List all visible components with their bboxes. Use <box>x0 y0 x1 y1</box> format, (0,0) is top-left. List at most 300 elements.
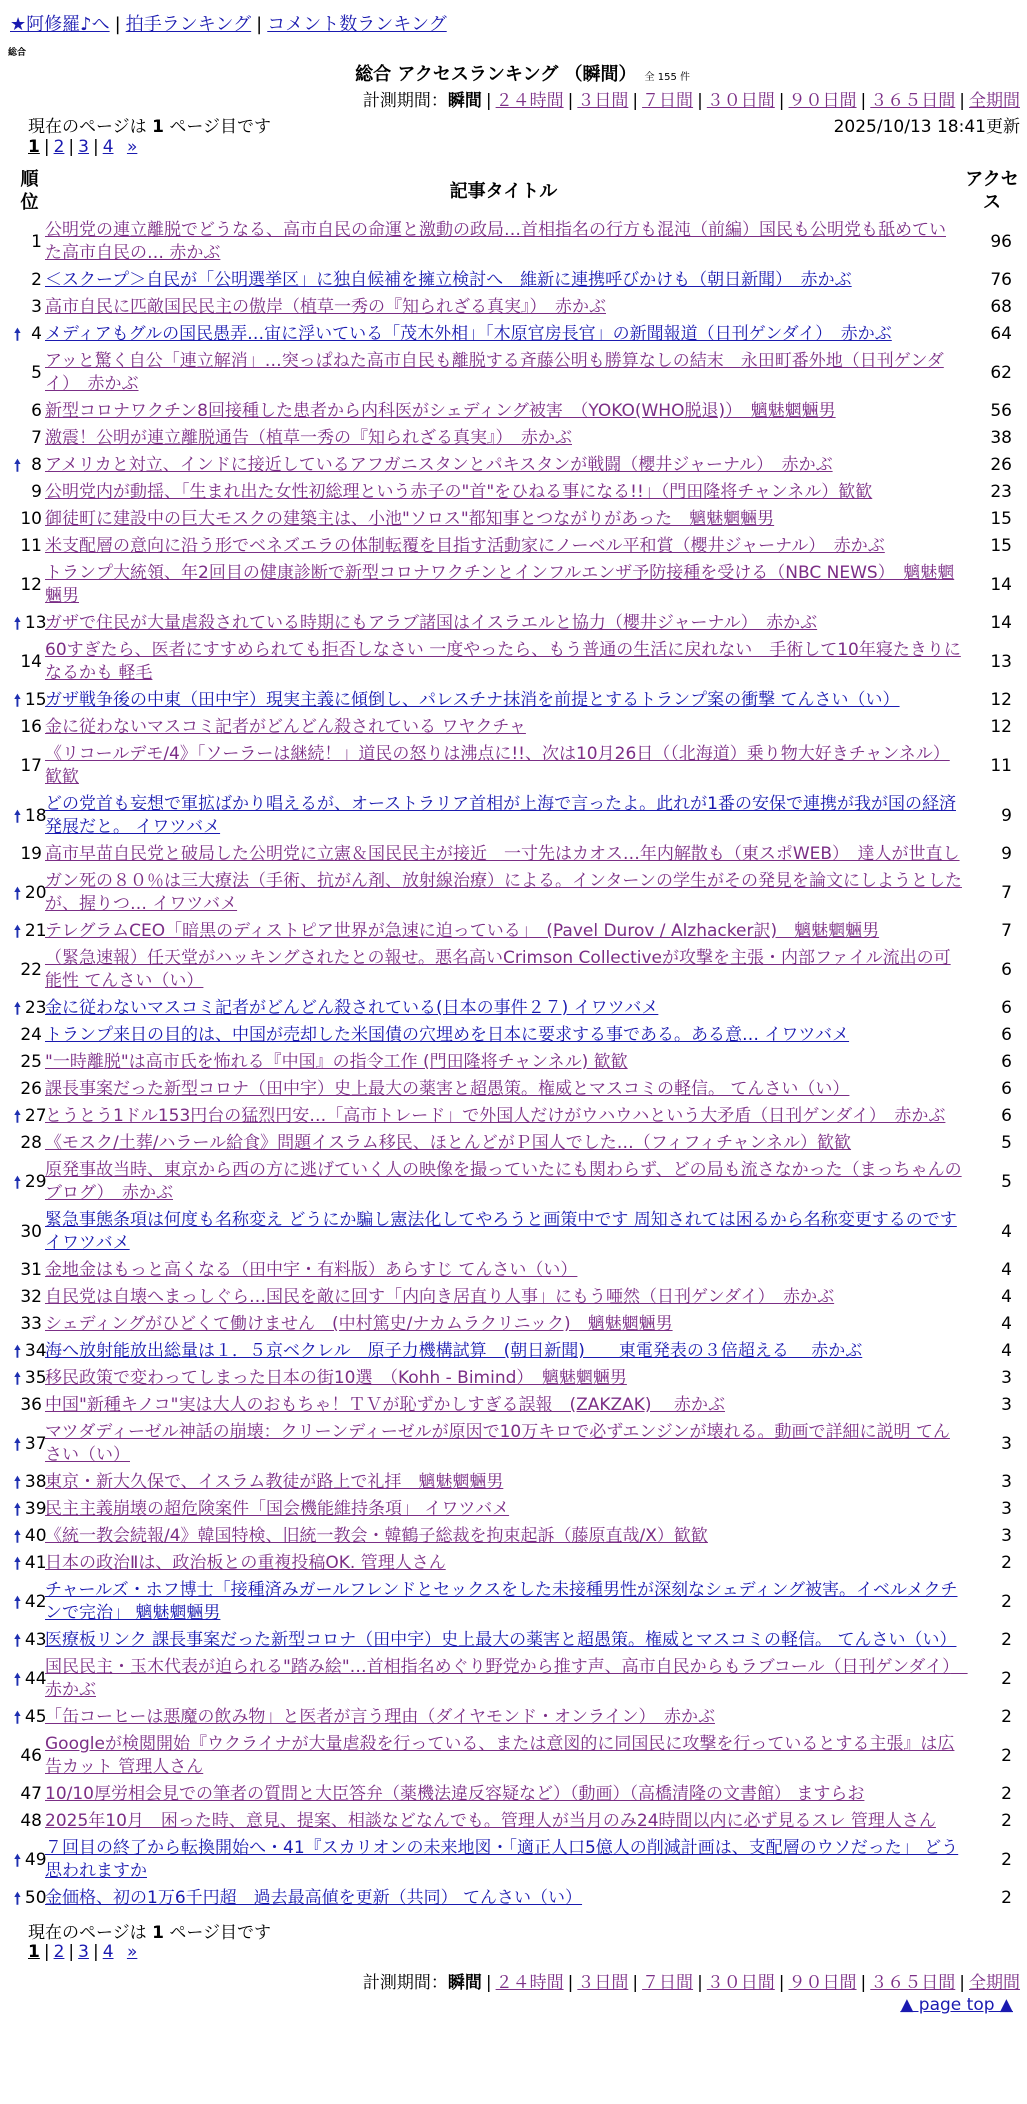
title-cell <box>45 560 962 610</box>
period-separator: | <box>778 91 785 111</box>
page-title-text: 総合 アクセスランキング （瞬間） <box>355 64 637 85</box>
article-link[interactable]: 日本の政治Ⅱは、政治板との重複投稿OK. 管理人さん <box>45 1553 446 1573</box>
pager-top <box>28 137 137 157</box>
period-current: 瞬間 <box>447 1973 482 1993</box>
period-separator: | <box>778 1973 785 1993</box>
rank-cell <box>14 1704 45 1731</box>
article-link[interactable]: 医療板リンク 課長事案だった新型コロナ（田中宇）史上最大の薬害と超愚策。権威とマスコミの軽信。 てんさい（い） <box>45 1630 957 1650</box>
period-separator: | <box>860 1973 867 1993</box>
up-arrow-icon: 🠕 <box>14 1889 21 1908</box>
table-row <box>14 841 1022 868</box>
rank-cell <box>14 533 45 560</box>
pager-link[interactable]: 4 <box>102 1942 114 1962</box>
table-row <box>14 348 1022 398</box>
article-link[interactable]: 金に従わないマスコミ記者がどんどん殺されている ワヤクチャ <box>45 717 526 737</box>
title-cell <box>45 1207 962 1257</box>
pager-separator: | <box>43 137 50 157</box>
access-count: 3 <box>1001 1368 1012 1388</box>
pager-separator: | <box>92 137 99 157</box>
nav-separator: | <box>256 14 263 35</box>
table-row <box>14 1654 1022 1704</box>
access-count: 2 <box>1001 1591 1012 1612</box>
article-link[interactable]: 国民民主・玉木代表が迫られる"踏み絵"…首相指名めぐり野党から推す声、高市自民からもラブコール（日刊ゲンダイ） 赤かぶ <box>45 1657 968 1700</box>
up-arrow-icon: 🠕 <box>14 922 21 941</box>
article-link[interactable]: 高市早苗自民党と破局した公明党に立憲＆国民民主が接近 一寸先はカオス…年内解散も（東スポWEB） 達人が世直し <box>45 844 960 864</box>
rank-cell <box>14 687 45 714</box>
pager-link[interactable]: 2 <box>53 1942 65 1962</box>
pager-link[interactable]: 3 <box>78 1942 89 1962</box>
access-count: 38 <box>990 428 1012 448</box>
article-link[interactable]: Googleが検閲開始『ウクライナが大量虐殺を行っている、または意図的に同国民に攻撃を行っているとする主張』は広告カット 管理人さん <box>45 1734 955 1777</box>
title-cell <box>45 348 962 398</box>
rank-number: 12 <box>20 574 42 595</box>
access-count: 2 <box>1001 1784 1012 1804</box>
up-arrow-icon: 🠕 <box>14 325 21 344</box>
article-link[interactable]: 東京・新大久保で、イスラム教徒が路上で礼拝 魑魅魍魎男 <box>45 1472 504 1492</box>
rank-cell <box>14 945 45 995</box>
table-row <box>14 687 1022 714</box>
page-info-suffix: ページ目です <box>169 117 271 137</box>
period-link[interactable]: ７日間 <box>642 91 694 111</box>
article-link[interactable]: 60すぎたら、医者にすすめられても拒否しなさい 一度やったら、もう普通の生活に戻れない 手術して10年寝たきりになるかも 軽毛 <box>45 640 961 683</box>
access-count: 2 <box>1001 1630 1012 1650</box>
pager-next-link[interactable]: » <box>126 137 138 157</box>
access-count: 4 <box>1001 1260 1012 1280</box>
page-info-number: 1 <box>152 117 164 137</box>
pager-bottom <box>28 1942 137 1962</box>
up-arrow-icon: 🠕 <box>14 614 21 633</box>
article-link[interactable]: ＜スクープ＞自民が「公明選挙区」に独自候補を擁立検討へ 維新に連携呼びかけも（朝日新聞） 赤かぶ <box>45 270 852 290</box>
access-count: 4 <box>1001 1287 1012 1307</box>
access-count: 6 <box>1001 959 1012 980</box>
period-separator: | <box>632 91 639 111</box>
pager-separator <box>118 137 123 157</box>
rank-cell <box>14 1627 45 1654</box>
rank-cell <box>14 1284 45 1311</box>
rank-number: 47 <box>20 1784 42 1804</box>
rank-number: 27 <box>24 1106 47 1126</box>
article-link[interactable]: "一時離脱"は高市氏を怖れる『中国』の指令工作 (門田隆将チャンネル) 歓歓 <box>45 1052 628 1072</box>
title-cell <box>45 1781 962 1808</box>
table-row <box>14 533 1022 560</box>
rank-cell <box>14 1022 45 1049</box>
access-count: 2 <box>1001 1668 1012 1689</box>
access-count: 15 <box>990 509 1012 529</box>
top-nav <box>10 10 447 36</box>
period-link[interactable]: ３日間 <box>577 1973 629 1993</box>
access-count: 9 <box>1001 805 1012 826</box>
article-link[interactable]: 金に従わないマスコミ記者がどんどん殺されている(日本の事件２７) イワツバメ <box>45 998 659 1018</box>
col-rank-header: 順位 <box>20 169 39 213</box>
pager-separator <box>118 1942 123 1962</box>
table-row <box>14 452 1022 479</box>
rank-cell <box>14 267 45 294</box>
rank-number: 2 <box>31 270 42 290</box>
table-row <box>14 1049 1022 1076</box>
article-link[interactable]: ７回目の終了から転換開始へ・41『スカリオンの未来地図・「適正人口5億人の削減計画は、支配層のウソだった」 どう思われますか <box>45 1838 959 1881</box>
access-count: 5 <box>1001 1171 1012 1192</box>
rank-number: 17 <box>20 755 42 776</box>
title-cell <box>45 398 962 425</box>
article-link[interactable]: 原発事故当時、東京から西の方に逃げていく人の映像を撮っていたにも関わらず、どの局も流さなかった（まっちゃんのブログ） 赤かぶ <box>45 1160 962 1203</box>
article-link[interactable]: 2025年10月 困った時、意見、提案、相談などなんでも。管理人が当月のみ24時間以内に必ず見るスレ 管理人さん <box>45 1811 936 1831</box>
up-arrow-icon: 🠕 <box>14 1369 21 1388</box>
table-row <box>14 1157 1022 1207</box>
article-link[interactable]: 御徒町に建設中の巨大モスクの建築主は、小池"ソロス"都知事とつながりがあった 魑魅魍魎男 <box>45 509 775 529</box>
home-link[interactable]: ★阿修羅♪へ <box>10 14 110 35</box>
rank-cell <box>14 1103 45 1130</box>
article-link[interactable]: ガザで住民が大量虐殺されている時期にもアラブ諸国はイスラエルと協力（櫻井ジャーナル） 赤かぶ <box>45 613 818 633</box>
rank-number: 26 <box>20 1079 42 1099</box>
table-row <box>14 398 1022 425</box>
article-link[interactable]: 海へ放射能放出総量は１．５京ベクレル 原子力機構試算 (朝日新聞) 東電発表の３倍超える 赤かぶ <box>45 1341 863 1361</box>
article-link[interactable]: ガザ戦争後の中東（田中宇）現実主義に傾倒し、パレスチナ抹消を前提とするトランプ案の衝撃 てんさい（い） <box>45 690 900 710</box>
period-link[interactable]: ３０日間 <box>706 91 775 111</box>
table-row <box>14 791 1022 841</box>
up-arrow-icon: 🠕 <box>14 1631 21 1650</box>
period-link[interactable]: ３６５日間 <box>870 91 956 111</box>
rank-cell <box>14 1496 45 1523</box>
table-row <box>14 1311 1022 1338</box>
article-link[interactable]: （緊急速報）任天堂がハッキングされたとの報せ。悪名高いCrimson Collectiveが攻撃を主張・内部ファイル流出の可能性 てんさい（い） <box>45 948 951 991</box>
article-link[interactable]: トランプ来日の目的は、中国が売却した米国債の穴埋めを日本に要求する事である。ある意… イワツバメ <box>45 1025 850 1045</box>
ranking-table <box>14 165 1022 1912</box>
access-count: 68 <box>990 297 1012 317</box>
rank-cell <box>14 1338 45 1365</box>
rank-cell <box>14 1808 45 1835</box>
rank-cell <box>14 610 45 637</box>
title-cell <box>45 1392 962 1419</box>
article-link[interactable]: 高市自民に匹敵国民民主の傲岸（植草一秀の『知られざる真実』） 赤かぶ <box>45 297 606 317</box>
title-cell <box>45 506 962 533</box>
up-arrow-icon: 🠕 <box>14 1527 21 1546</box>
rank-number: 19 <box>20 844 42 864</box>
rank-number: 21 <box>24 921 47 941</box>
article-link[interactable]: とうとう1ドル153円台の猛烈円安…「高市トレード」で外国人だけがウハウハという大矛盾（日刊ゲンダイ） 赤かぶ <box>45 1106 946 1126</box>
rank-cell <box>14 425 45 452</box>
article-link[interactable]: 公明党の連立離脱でどうなる、高市自民の命運と激動の政局…首相指名の行方も混沌（前編）国民も公明党も舐めていた高市自民の… 赤かぶ <box>45 220 946 263</box>
rank-number: 41 <box>24 1553 47 1573</box>
table-row <box>14 1103 1022 1130</box>
access-count: 26 <box>990 455 1012 475</box>
title-cell <box>45 1577 962 1627</box>
rank-cell <box>14 1523 45 1550</box>
rank-cell <box>14 1731 45 1781</box>
pager-link[interactable]: 3 <box>78 137 89 157</box>
table-row <box>14 479 1022 506</box>
ranking-body <box>14 217 1022 1912</box>
access-count: 2 <box>1001 1849 1012 1870</box>
period-link[interactable]: ３６５日間 <box>870 1973 956 1993</box>
rank-number: 5 <box>31 362 42 383</box>
title-cell <box>45 1469 962 1496</box>
period-separator: | <box>959 1973 965 1993</box>
period-separator: | <box>697 91 703 111</box>
title-cell <box>45 479 962 506</box>
rank-number: 28 <box>20 1133 42 1153</box>
title-cell <box>45 714 962 741</box>
table-row <box>14 321 1022 348</box>
period-link[interactable]: 全期間 <box>969 91 1020 111</box>
article-link[interactable]: 公明党内が動揺、「生まれ出た女性初総理という赤子の"首"をひねる事になる!!」（門田隆将チャンネル）歓歓 <box>45 482 873 502</box>
access-count: 5 <box>1001 1133 1012 1153</box>
article-link[interactable]: 金価格、初の1万6千円超 過去最高値を更新（共同） てんさい（い） <box>45 1888 583 1908</box>
rank-number: 37 <box>24 1433 47 1454</box>
title-cell <box>45 1130 962 1157</box>
title-cell <box>45 1835 962 1885</box>
clap-ranking-link[interactable]: 拍手ランキング <box>125 14 252 35</box>
access-count: 2 <box>1001 1888 1012 1908</box>
up-arrow-icon: 🠕 <box>14 456 21 475</box>
rank-cell <box>14 1469 45 1496</box>
rank-cell <box>14 1835 45 1885</box>
period-separator: | <box>959 91 965 111</box>
period-selector-top <box>363 86 1020 111</box>
updated-timestamp: 2025/10/13 18:41更新 <box>833 117 1020 137</box>
period-link[interactable]: ２４時間 <box>495 1973 564 1993</box>
rank-cell <box>14 1257 45 1284</box>
access-count: 11 <box>990 755 1012 776</box>
rank-number: 29 <box>24 1171 47 1192</box>
access-count: 76 <box>990 270 1012 290</box>
period-link[interactable]: ３０日間 <box>706 1973 775 1993</box>
article-link[interactable]: 《モスク/土葬/ハラール給食》問題イスラム移民、ほとんどがＰ国人でした…（フィフィチャンネル）歓歓 <box>45 1133 852 1153</box>
up-arrow-icon: 🠕 <box>14 806 21 826</box>
pager-next-link[interactable]: » <box>126 1942 138 1962</box>
up-arrow-icon: 🠕 <box>14 1342 21 1361</box>
access-count: 4 <box>1001 1221 1012 1242</box>
article-link[interactable]: 課長事案だった新型コロナ（田中宇）史上最大の薬害と超愚策。権威とマスコミの軽信。 てんさい（い） <box>45 1079 850 1099</box>
article-link[interactable]: 《リコールデモ/4》「ソーラーは継続！」道民の怒りは沸点に!!、次は10月26日（（北海道）乗り物大好きチャンネル）歓歓 <box>45 744 950 787</box>
rank-cell <box>14 1550 45 1577</box>
up-arrow-icon: 🠕 <box>14 1500 21 1519</box>
article-link[interactable]: マツダディーゼル神話の崩壊：クリーンディーゼルが原因で10万キロで必ずエンジンが壊れる。動画で詳細に説明 てんさい（い） <box>45 1422 950 1465</box>
title-cell <box>45 1523 962 1550</box>
table-row <box>14 1781 1022 1808</box>
article-link[interactable]: 緊急事態条項は何度も名称変え どうにか騙し憲法化してやろうと画策中です 周知されては困るから名称変更するのです イワツバメ <box>45 1210 957 1253</box>
article-link[interactable]: 移民政策で変わってしまった日本の街10選 （Kohh - Bimind） 魑魅魍魎男 <box>45 1368 627 1388</box>
article-link[interactable]: トランプ大統領、年2回目の健康診断で新型コロナワクチンとインフルエンザ予防接種を受ける（NBC NEWS） 魑魅魍魎男 <box>45 563 955 606</box>
title-cell <box>45 1022 962 1049</box>
pager-current: 1 <box>28 137 40 157</box>
rank-number: 42 <box>24 1591 47 1612</box>
article-link[interactable]: テレグラムCEO「暗黒のディストピア世界が急速に迫っている」 (Pavel Durov / Alzhacker訳) 魑魅魍魎男 <box>45 921 880 941</box>
rank-number: 36 <box>20 1395 42 1415</box>
article-link[interactable]: ガン死の８０％は三大療法（手術、抗がん剤、放射線治療）による。インターンの学生がその発見を論文にしようとしたが、握りつ… イワツバメ <box>45 871 962 914</box>
up-arrow-icon: 🠕 <box>14 1850 21 1870</box>
rank-cell <box>14 1781 45 1808</box>
rank-number: 7 <box>31 428 42 448</box>
table-row <box>14 868 1022 918</box>
rank-number: 25 <box>20 1052 42 1072</box>
rank-number: 44 <box>24 1668 47 1689</box>
rank-number: 45 <box>24 1707 47 1727</box>
rank-cell <box>14 1419 45 1469</box>
rank-cell <box>14 560 45 610</box>
article-link[interactable]: 《統一教会続報/4》韓国特検、旧統一教会・韓鶴子総裁を拘束起訴（藤原直哉/X）歓歓 <box>45 1526 708 1546</box>
table-row <box>14 1392 1022 1419</box>
pager-separator: | <box>43 1942 50 1962</box>
article-link[interactable]: 「缶コーヒーは悪魔の飲み物」と医者が言う理由（ダイヤモンド・オンライン） 赤かぶ <box>45 1707 715 1727</box>
up-arrow-icon: 🠕 <box>14 1172 21 1192</box>
rank-cell <box>14 398 45 425</box>
title-cell <box>45 1550 962 1577</box>
title-cell <box>45 294 962 321</box>
category-small-label: 総合 <box>8 48 27 58</box>
article-link[interactable]: アメリカと対立、インドに接近しているアフガニスタンとパキスタンが戦闘（櫻井ジャーナル） 赤かぶ <box>45 455 833 475</box>
rank-cell <box>14 1049 45 1076</box>
up-arrow-icon: 🠕 <box>14 1592 21 1612</box>
pager-link[interactable]: 2 <box>53 137 65 157</box>
rank-cell <box>14 1885 45 1912</box>
title-cell <box>45 1808 962 1835</box>
rank-number: 38 <box>24 1472 47 1492</box>
period-link[interactable]: ２４時間 <box>495 91 564 111</box>
page-info-number: 1 <box>152 1923 164 1943</box>
access-count: 12 <box>990 690 1012 710</box>
access-count: 6 <box>1001 1052 1012 1072</box>
rank-number: 9 <box>31 482 42 502</box>
access-count: 3 <box>1001 1499 1012 1519</box>
access-count: 96 <box>990 231 1012 252</box>
article-link[interactable]: 中国"新種キノコ"実は大人のおもちゃ！ＴＶが恥ずかしすぎる誤報 (ZAKZAK) 赤かぶ <box>45 1395 725 1415</box>
title-cell <box>45 637 962 687</box>
period-link[interactable]: ７日間 <box>642 1973 694 1993</box>
table-row <box>14 1835 1022 1885</box>
article-link[interactable]: チャールズ・ホフ博士「接種済みガールフレンドとセックスをした未接種男性が深刻なシェディング被害。イベルメクチンで完治」 魑魅魍魎男 <box>45 1580 958 1623</box>
rank-number: 40 <box>24 1526 47 1546</box>
access-count: 6 <box>1001 998 1012 1018</box>
rank-number: 13 <box>24 613 47 633</box>
title-cell <box>45 1704 962 1731</box>
page-info-prefix: 現在のページは <box>28 117 147 137</box>
access-count: 3 <box>1001 1433 1012 1454</box>
table-row <box>14 1365 1022 1392</box>
table-header-row <box>14 165 1022 217</box>
up-arrow-icon: 🠕 <box>14 1554 21 1573</box>
access-count: 6 <box>1001 1106 1012 1126</box>
article-link[interactable]: 10/10厚労相会見での筆者の質問と大臣答弁（薬機法違反容疑など）（動画）（高橋清隆の文書館） ますらお <box>45 1784 865 1804</box>
period-separator: | <box>632 1973 639 1993</box>
access-count: 6 <box>1001 1025 1012 1045</box>
rank-cell <box>14 348 45 398</box>
rank-cell <box>14 841 45 868</box>
title-cell <box>45 791 962 841</box>
access-count: 14 <box>990 613 1012 633</box>
article-link[interactable]: 激震！公明が連立離脱通告（植草一秀の『知られざる真実』） 赤かぶ <box>45 428 572 448</box>
rank-number: 10 <box>20 509 42 529</box>
article-link[interactable]: 新型コロナワクチン8回接種した患者から内科医がシェディング被害 （YOKO(WHO脱退)） 魑魅魍魎男 <box>45 401 836 421</box>
rank-number: 48 <box>20 1811 42 1831</box>
pager-separator: | <box>68 137 75 157</box>
period-separator: | <box>860 91 867 111</box>
access-count: 2 <box>1001 1707 1012 1727</box>
table-row <box>14 1284 1022 1311</box>
article-link[interactable]: 金地金はもっと高くなる（田中宇・有料版）あらすじ てんさい（い） <box>45 1260 578 1280</box>
access-count: 14 <box>990 574 1012 595</box>
pager-separator: | <box>68 1942 75 1962</box>
comment-ranking-link[interactable]: コメント数ランキング <box>267 14 447 35</box>
rank-cell <box>14 1392 45 1419</box>
pager-current: 1 <box>28 1942 40 1962</box>
rank-number: 8 <box>31 455 42 475</box>
title-cell <box>45 1365 962 1392</box>
table-row <box>14 294 1022 321</box>
pager-separator: | <box>92 1942 99 1962</box>
article-link[interactable]: アッと驚く自公「連立解消」…突っぱねた高市自民も離脱する斉藤公明も勝算なしの結末 永田町番外地（日刊ゲンダイ） 赤かぶ <box>45 351 944 394</box>
period-link[interactable]: 全期間 <box>969 1973 1020 1993</box>
table-row <box>14 918 1022 945</box>
col-access-header: アクセス <box>965 169 1019 213</box>
table-row <box>14 217 1022 267</box>
table-row <box>14 1523 1022 1550</box>
article-link[interactable]: どの党首も妄想で軍拡ばかり唱えるが、オーストラリア首相が上海で言ったよ。此れが1番の安保で連携が我が国の経済発展だと。 イワツバメ <box>45 794 956 837</box>
up-arrow-icon: 🠕 <box>14 1669 21 1689</box>
access-count: 3 <box>1001 1395 1012 1415</box>
title-cell <box>45 1496 962 1523</box>
rank-cell <box>14 714 45 741</box>
rank-number: 22 <box>20 959 42 980</box>
access-count: 64 <box>990 324 1012 344</box>
ranking-heading <box>0 60 1020 86</box>
access-count: 56 <box>990 401 1012 421</box>
article-link[interactable]: シェディングがひどくて働けません (中村篤史/ナカムラクリニック) 魑魅魍魎男 <box>45 1314 673 1334</box>
article-link[interactable]: 米支配層の意向に沿う形でベネズエラの体制転覆を目指す活動家にノーベル平和賞（櫻井ジャーナル） 赤かぶ <box>45 536 885 556</box>
page-info-bottom <box>28 1918 1020 1943</box>
rank-number: 46 <box>20 1745 42 1766</box>
article-link[interactable]: 民主主義崩壊の超危険案件「国会機能維持条項」 イワツバメ <box>45 1499 510 1519</box>
period-link[interactable]: ９０日間 <box>788 91 857 111</box>
article-link[interactable]: 自民党は自壊へまっしぐら…国民を敵に回す「内向き居直り人事」にもう唖然（日刊ゲンダイ） 赤かぶ <box>45 1287 835 1307</box>
table-row <box>14 995 1022 1022</box>
title-cell <box>45 610 962 637</box>
access-count: 13 <box>990 651 1012 672</box>
title-cell <box>45 1311 962 1338</box>
rank-number: 49 <box>24 1849 47 1870</box>
period-separator: | <box>567 91 574 111</box>
up-arrow-icon: 🠕 <box>14 1708 21 1727</box>
up-arrow-icon: 🠕 <box>14 1434 21 1454</box>
title-cell <box>45 1731 962 1781</box>
table-row <box>14 1627 1022 1654</box>
period-label: 計測期間： <box>362 91 448 111</box>
period-label: 計測期間： <box>362 1973 448 1993</box>
period-link[interactable]: ３日間 <box>577 91 629 111</box>
table-row <box>14 1076 1022 1103</box>
period-selector-bottom <box>363 1968 1020 1993</box>
title-cell <box>45 1257 962 1284</box>
access-count: 3 <box>1001 1526 1012 1546</box>
period-current: 瞬間 <box>447 91 482 111</box>
period-separator: | <box>697 1973 703 1993</box>
access-count: 7 <box>1001 882 1012 903</box>
article-link[interactable]: メディアもグルの国民愚弄…宙に浮いている「茂木外相」「木原官房長官」の新聞報道（日刊ゲンダイ） 赤かぶ <box>45 324 892 344</box>
rank-number: 18 <box>24 805 47 826</box>
rank-cell <box>14 868 45 918</box>
access-count: 2 <box>1001 1553 1012 1573</box>
page-top-link[interactable]: ▲ page top ▲ <box>900 1995 1013 2015</box>
rank-cell <box>14 1311 45 1338</box>
table-row <box>14 560 1022 610</box>
rank-cell <box>14 452 45 479</box>
period-link[interactable]: ９０日間 <box>788 1973 857 1993</box>
table-row <box>14 945 1022 995</box>
item-count: 全 155 件 <box>644 72 690 83</box>
rank-number: 39 <box>24 1499 47 1519</box>
title-cell <box>45 1076 962 1103</box>
rank-cell <box>14 637 45 687</box>
pager-link[interactable]: 4 <box>102 137 114 157</box>
